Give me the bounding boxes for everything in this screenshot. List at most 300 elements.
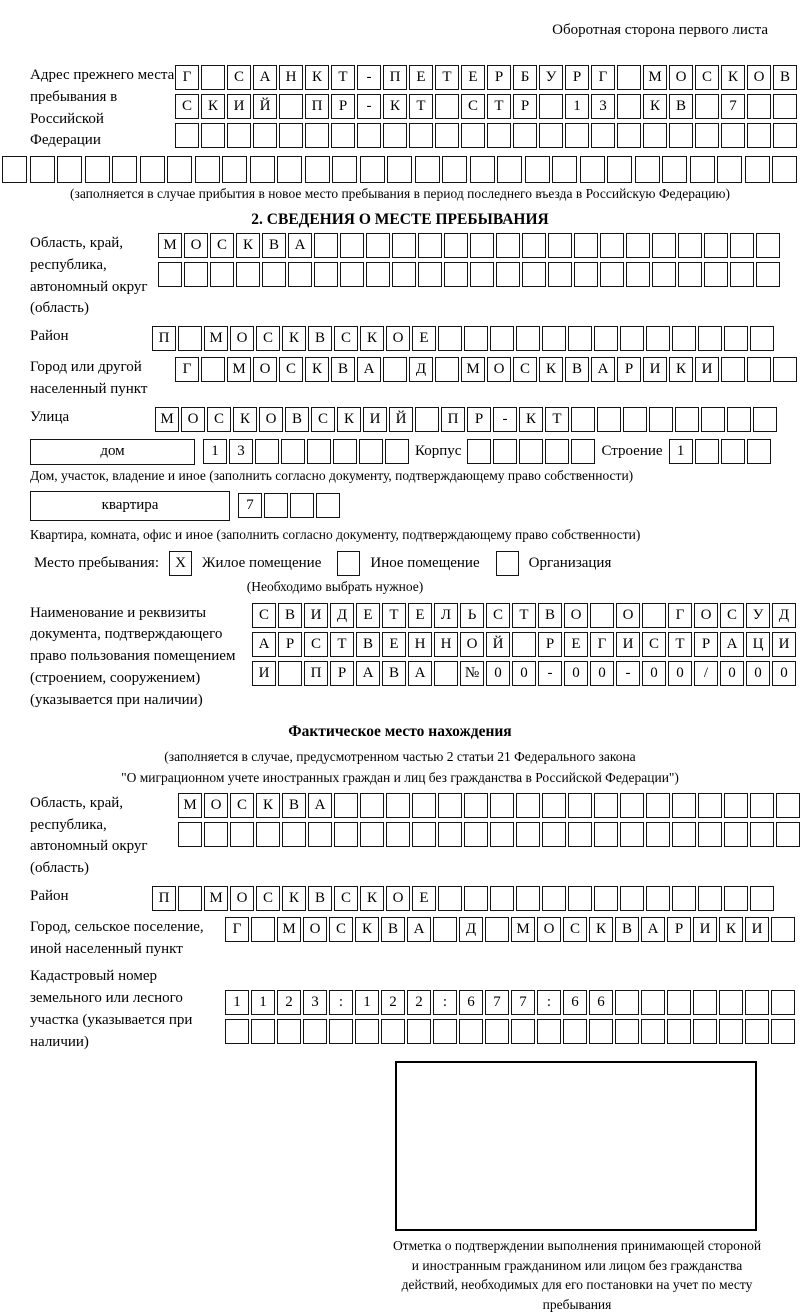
char-cell[interactable]: [444, 262, 468, 287]
char-cell[interactable]: К: [201, 94, 225, 119]
char-cell[interactable]: С: [304, 632, 328, 657]
char-cell[interactable]: [333, 439, 357, 464]
char-cell[interactable]: О: [537, 917, 561, 942]
char-cell[interactable]: [278, 661, 302, 686]
char-cell[interactable]: О: [259, 407, 283, 432]
char-cell[interactable]: Н: [408, 632, 432, 657]
char-cell[interactable]: [385, 439, 409, 464]
char-cell[interactable]: [386, 793, 410, 818]
char-cell[interactable]: [600, 262, 624, 287]
char-cell[interactable]: 2: [381, 990, 405, 1015]
char-cell[interactable]: [175, 123, 199, 148]
char-cell[interactable]: М: [155, 407, 179, 432]
char-cell[interactable]: Е: [564, 632, 588, 657]
char-cell[interactable]: [690, 156, 715, 183]
char-cell[interactable]: [204, 822, 228, 847]
char-cell[interactable]: [698, 793, 722, 818]
char-cell[interactable]: [412, 793, 436, 818]
char-cell[interactable]: Ь: [460, 603, 484, 628]
char-cell[interactable]: 1: [225, 990, 249, 1015]
char-cell[interactable]: [522, 233, 546, 258]
char-cell[interactable]: [329, 1019, 353, 1044]
char-cell[interactable]: К: [355, 917, 379, 942]
char-cell[interactable]: [444, 233, 468, 258]
char-cell[interactable]: [305, 156, 330, 183]
char-cell[interactable]: [669, 123, 693, 148]
char-cell[interactable]: М: [204, 326, 228, 351]
char-cell[interactable]: П: [152, 326, 176, 351]
char-cell[interactable]: [646, 886, 670, 911]
char-cell[interactable]: [334, 822, 358, 847]
char-cell[interactable]: -: [538, 661, 562, 686]
char-cell[interactable]: [497, 156, 522, 183]
char-cell[interactable]: С: [461, 94, 485, 119]
char-cell[interactable]: К: [282, 886, 306, 911]
char-cell[interactable]: В: [308, 886, 332, 911]
char-cell[interactable]: [464, 822, 488, 847]
zhiloe-checkbox[interactable]: X: [169, 551, 192, 576]
char-cell[interactable]: №: [460, 661, 484, 686]
char-cell[interactable]: 1: [565, 94, 589, 119]
char-cell[interactable]: А: [308, 793, 332, 818]
char-cell[interactable]: [548, 233, 572, 258]
char-cell[interactable]: [537, 1019, 561, 1044]
char-cell[interactable]: [745, 990, 769, 1015]
char-cell[interactable]: [442, 156, 467, 183]
char-cell[interactable]: [392, 233, 416, 258]
char-cell[interactable]: -: [357, 94, 381, 119]
dom-type-box[interactable]: дом: [30, 439, 195, 465]
char-cell[interactable]: [334, 793, 358, 818]
char-cell[interactable]: О: [669, 65, 693, 90]
char-cell[interactable]: [461, 123, 485, 148]
char-cell[interactable]: [662, 156, 687, 183]
char-cell[interactable]: 0: [772, 661, 796, 686]
char-cell[interactable]: [253, 123, 277, 148]
char-cell[interactable]: В: [773, 65, 797, 90]
char-cell[interactable]: [750, 886, 774, 911]
char-cell[interactable]: [724, 886, 748, 911]
char-cell[interactable]: [750, 793, 774, 818]
char-cell[interactable]: [314, 262, 338, 287]
char-cell[interactable]: С: [279, 357, 303, 382]
char-cell[interactable]: [438, 822, 462, 847]
char-cell[interactable]: А: [407, 917, 431, 942]
char-cell[interactable]: [646, 793, 670, 818]
char-cell[interactable]: С: [334, 326, 358, 351]
char-cell[interactable]: [701, 407, 725, 432]
char-cell[interactable]: [698, 822, 722, 847]
char-cell[interactable]: П: [304, 661, 328, 686]
char-cell[interactable]: 0: [746, 661, 770, 686]
char-cell[interactable]: К: [360, 886, 384, 911]
char-cell[interactable]: [615, 990, 639, 1015]
char-cell[interactable]: [620, 793, 644, 818]
char-cell[interactable]: [552, 156, 577, 183]
char-cell[interactable]: [415, 407, 439, 432]
char-cell[interactable]: [314, 233, 338, 258]
char-cell[interactable]: Т: [668, 632, 692, 657]
char-cell[interactable]: [643, 123, 667, 148]
char-cell[interactable]: А: [253, 65, 277, 90]
char-cell[interactable]: Р: [331, 94, 355, 119]
char-cell[interactable]: [753, 407, 777, 432]
char-cell[interactable]: [383, 123, 407, 148]
char-cell[interactable]: [227, 123, 251, 148]
char-cell[interactable]: [511, 1019, 535, 1044]
char-cell[interactable]: [112, 156, 137, 183]
char-cell[interactable]: В: [282, 793, 306, 818]
char-cell[interactable]: К: [643, 94, 667, 119]
char-cell[interactable]: 7: [485, 990, 509, 1015]
char-cell[interactable]: А: [591, 357, 615, 382]
char-cell[interactable]: [512, 632, 536, 657]
char-cell[interactable]: [652, 262, 676, 287]
char-cell[interactable]: [756, 262, 780, 287]
char-cell[interactable]: Р: [667, 917, 691, 942]
organizatsiya-checkbox[interactable]: [496, 551, 519, 576]
char-cell[interactable]: Е: [409, 65, 433, 90]
char-cell[interactable]: [359, 439, 383, 464]
char-cell[interactable]: [724, 822, 748, 847]
char-cell[interactable]: [773, 94, 797, 119]
char-cell[interactable]: 0: [668, 661, 692, 686]
char-cell[interactable]: К: [233, 407, 257, 432]
char-cell[interactable]: [667, 1019, 691, 1044]
char-cell[interactable]: [615, 1019, 639, 1044]
char-cell[interactable]: :: [329, 990, 353, 1015]
char-cell[interactable]: 7: [721, 94, 745, 119]
char-cell[interactable]: У: [539, 65, 563, 90]
char-cell[interactable]: [225, 1019, 249, 1044]
char-cell[interactable]: 7: [511, 990, 535, 1015]
char-cell[interactable]: [360, 793, 384, 818]
char-cell[interactable]: :: [537, 990, 561, 1015]
char-cell[interactable]: [308, 822, 332, 847]
char-cell[interactable]: Г: [590, 632, 614, 657]
char-cell[interactable]: И: [363, 407, 387, 432]
char-cell[interactable]: [178, 822, 202, 847]
char-cell[interactable]: О: [386, 886, 410, 911]
char-cell[interactable]: [331, 123, 355, 148]
char-cell[interactable]: Г: [668, 603, 692, 628]
char-cell[interactable]: В: [669, 94, 693, 119]
char-cell[interactable]: [195, 156, 220, 183]
char-cell[interactable]: С: [210, 233, 234, 258]
char-cell[interactable]: [667, 990, 691, 1015]
char-cell[interactable]: [496, 262, 520, 287]
char-cell[interactable]: [467, 439, 491, 464]
char-cell[interactable]: [563, 1019, 587, 1044]
char-cell[interactable]: [568, 822, 592, 847]
char-cell[interactable]: П: [383, 65, 407, 90]
char-cell[interactable]: [695, 123, 719, 148]
char-cell[interactable]: Т: [331, 65, 355, 90]
char-cell[interactable]: Р: [617, 357, 641, 382]
char-cell[interactable]: [545, 439, 569, 464]
char-cell[interactable]: Т: [409, 94, 433, 119]
char-cell[interactable]: К: [305, 357, 329, 382]
char-cell[interactable]: [704, 233, 728, 258]
char-cell[interactable]: [773, 357, 797, 382]
char-cell[interactable]: В: [278, 603, 302, 628]
char-cell[interactable]: [415, 156, 440, 183]
char-cell[interactable]: [519, 439, 543, 464]
char-cell[interactable]: Г: [175, 357, 199, 382]
char-cell[interactable]: [303, 1019, 327, 1044]
char-cell[interactable]: Г: [175, 65, 199, 90]
char-cell[interactable]: [542, 793, 566, 818]
char-cell[interactable]: О: [564, 603, 588, 628]
char-cell[interactable]: [438, 326, 462, 351]
char-cell[interactable]: [355, 1019, 379, 1044]
char-cell[interactable]: [747, 123, 771, 148]
char-cell[interactable]: [693, 1019, 717, 1044]
char-cell[interactable]: [771, 990, 795, 1015]
char-cell[interactable]: [574, 233, 598, 258]
char-cell[interactable]: А: [356, 661, 380, 686]
char-cell[interactable]: [516, 793, 540, 818]
char-cell[interactable]: [747, 94, 771, 119]
char-cell[interactable]: [693, 990, 717, 1015]
char-cell[interactable]: 6: [459, 990, 483, 1015]
char-cell[interactable]: [772, 156, 797, 183]
char-cell[interactable]: [607, 156, 632, 183]
char-cell[interactable]: [641, 990, 665, 1015]
char-cell[interactable]: 0: [720, 661, 744, 686]
char-cell[interactable]: [652, 233, 676, 258]
char-cell[interactable]: [695, 439, 719, 464]
char-cell[interactable]: [594, 793, 618, 818]
char-cell[interactable]: [539, 123, 563, 148]
char-cell[interactable]: 6: [589, 990, 613, 1015]
char-cell[interactable]: И: [693, 917, 717, 942]
char-cell[interactable]: Т: [382, 603, 406, 628]
char-cell[interactable]: М: [461, 357, 485, 382]
char-cell[interactable]: [730, 262, 754, 287]
char-cell[interactable]: [750, 822, 774, 847]
char-cell[interactable]: Е: [356, 603, 380, 628]
char-cell[interactable]: Н: [279, 65, 303, 90]
char-cell[interactable]: [2, 156, 27, 183]
char-cell[interactable]: [600, 233, 624, 258]
char-cell[interactable]: 0: [642, 661, 666, 686]
char-cell[interactable]: О: [616, 603, 640, 628]
char-cell[interactable]: [776, 822, 800, 847]
char-cell[interactable]: О: [303, 917, 327, 942]
char-cell[interactable]: [617, 65, 641, 90]
char-cell[interactable]: [565, 123, 589, 148]
char-cell[interactable]: С: [230, 793, 254, 818]
char-cell[interactable]: С: [642, 632, 666, 657]
char-cell[interactable]: [568, 793, 592, 818]
char-cell[interactable]: И: [772, 632, 796, 657]
char-cell[interactable]: [470, 156, 495, 183]
char-cell[interactable]: М: [511, 917, 535, 942]
char-cell[interactable]: [496, 233, 520, 258]
char-cell[interactable]: Р: [513, 94, 537, 119]
char-cell[interactable]: Р: [538, 632, 562, 657]
char-cell[interactable]: Й: [389, 407, 413, 432]
char-cell[interactable]: Ц: [746, 632, 770, 657]
char-cell[interactable]: [620, 822, 644, 847]
char-cell[interactable]: [490, 886, 514, 911]
char-cell[interactable]: [594, 326, 618, 351]
char-cell[interactable]: [340, 262, 364, 287]
char-cell[interactable]: Д: [459, 917, 483, 942]
char-cell[interactable]: С: [175, 94, 199, 119]
char-cell[interactable]: [719, 1019, 743, 1044]
char-cell[interactable]: [435, 94, 459, 119]
char-cell[interactable]: [262, 262, 286, 287]
char-cell[interactable]: [617, 94, 641, 119]
char-cell[interactable]: Е: [412, 886, 436, 911]
char-cell[interactable]: О: [181, 407, 205, 432]
char-cell[interactable]: М: [643, 65, 667, 90]
char-cell[interactable]: [771, 917, 795, 942]
char-cell[interactable]: [635, 156, 660, 183]
char-cell[interactable]: [675, 407, 699, 432]
char-cell[interactable]: А: [641, 917, 665, 942]
char-cell[interactable]: [642, 603, 666, 628]
char-cell[interactable]: [256, 822, 280, 847]
char-cell[interactable]: Т: [487, 94, 511, 119]
char-cell[interactable]: Е: [412, 326, 436, 351]
char-cell[interactable]: П: [441, 407, 465, 432]
char-cell[interactable]: [288, 262, 312, 287]
char-cell[interactable]: С: [563, 917, 587, 942]
char-cell[interactable]: Р: [565, 65, 589, 90]
char-cell[interactable]: 0: [486, 661, 510, 686]
char-cell[interactable]: [678, 262, 702, 287]
char-cell[interactable]: [418, 262, 442, 287]
char-cell[interactable]: [360, 822, 384, 847]
char-cell[interactable]: [387, 156, 412, 183]
char-cell[interactable]: [590, 603, 614, 628]
char-cell[interactable]: [594, 822, 618, 847]
char-cell[interactable]: [381, 1019, 405, 1044]
char-cell[interactable]: М: [204, 886, 228, 911]
char-cell[interactable]: А: [252, 632, 276, 657]
char-cell[interactable]: [626, 262, 650, 287]
char-cell[interactable]: М: [178, 793, 202, 818]
char-cell[interactable]: [678, 233, 702, 258]
char-cell[interactable]: С: [227, 65, 251, 90]
char-cell[interactable]: К: [236, 233, 260, 258]
char-cell[interactable]: Л: [434, 603, 458, 628]
char-cell[interactable]: -: [493, 407, 517, 432]
char-cell[interactable]: :: [433, 990, 457, 1015]
char-cell[interactable]: М: [227, 357, 251, 382]
char-cell[interactable]: К: [589, 917, 613, 942]
char-cell[interactable]: 0: [512, 661, 536, 686]
char-cell[interactable]: 3: [303, 990, 327, 1015]
char-cell[interactable]: К: [539, 357, 563, 382]
char-cell[interactable]: О: [460, 632, 484, 657]
char-cell[interactable]: [493, 439, 517, 464]
char-cell[interactable]: Р: [694, 632, 718, 657]
char-cell[interactable]: [490, 326, 514, 351]
char-cell[interactable]: /: [694, 661, 718, 686]
char-cell[interactable]: [542, 326, 566, 351]
char-cell[interactable]: С: [252, 603, 276, 628]
char-cell[interactable]: [490, 822, 514, 847]
char-cell[interactable]: К: [519, 407, 543, 432]
char-cell[interactable]: [580, 156, 605, 183]
char-cell[interactable]: Г: [225, 917, 249, 942]
char-cell[interactable]: В: [331, 357, 355, 382]
char-cell[interactable]: [332, 156, 357, 183]
char-cell[interactable]: [392, 262, 416, 287]
char-cell[interactable]: [597, 407, 621, 432]
char-cell[interactable]: К: [305, 65, 329, 90]
char-cell[interactable]: [721, 123, 745, 148]
char-cell[interactable]: [485, 1019, 509, 1044]
char-cell[interactable]: 0: [564, 661, 588, 686]
char-cell[interactable]: 1: [669, 439, 693, 464]
char-cell[interactable]: О: [694, 603, 718, 628]
char-cell[interactable]: М: [277, 917, 301, 942]
char-cell[interactable]: [438, 793, 462, 818]
char-cell[interactable]: В: [285, 407, 309, 432]
char-cell[interactable]: С: [256, 326, 280, 351]
char-cell[interactable]: Д: [772, 603, 796, 628]
char-cell[interactable]: О: [386, 326, 410, 351]
char-cell[interactable]: К: [669, 357, 693, 382]
char-cell[interactable]: [433, 1019, 457, 1044]
char-cell[interactable]: К: [360, 326, 384, 351]
char-cell[interactable]: А: [720, 632, 744, 657]
char-cell[interactable]: [360, 156, 385, 183]
char-cell[interactable]: И: [616, 632, 640, 657]
char-cell[interactable]: [522, 262, 546, 287]
char-cell[interactable]: В: [382, 661, 406, 686]
char-cell[interactable]: [279, 94, 303, 119]
char-cell[interactable]: В: [381, 917, 405, 942]
char-cell[interactable]: В: [308, 326, 332, 351]
char-cell[interactable]: [542, 822, 566, 847]
char-cell[interactable]: С: [311, 407, 335, 432]
char-cell[interactable]: [407, 1019, 431, 1044]
char-cell[interactable]: М: [158, 233, 182, 258]
char-cell[interactable]: [571, 439, 595, 464]
char-cell[interactable]: [409, 123, 433, 148]
char-cell[interactable]: Т: [330, 632, 354, 657]
char-cell[interactable]: 3: [591, 94, 615, 119]
char-cell[interactable]: 2: [407, 990, 431, 1015]
char-cell[interactable]: [178, 326, 202, 351]
char-cell[interactable]: Н: [434, 632, 458, 657]
char-cell[interactable]: [412, 822, 436, 847]
char-cell[interactable]: [158, 262, 182, 287]
char-cell[interactable]: [281, 439, 305, 464]
char-cell[interactable]: [305, 123, 329, 148]
char-cell[interactable]: О: [230, 886, 254, 911]
char-cell[interactable]: [470, 233, 494, 258]
char-cell[interactable]: Й: [486, 632, 510, 657]
char-cell[interactable]: 1: [355, 990, 379, 1015]
char-cell[interactable]: [201, 65, 225, 90]
char-cell[interactable]: [771, 1019, 795, 1044]
char-cell[interactable]: [773, 123, 797, 148]
char-cell[interactable]: Р: [330, 661, 354, 686]
char-cell[interactable]: [290, 493, 314, 518]
char-cell[interactable]: [167, 156, 192, 183]
char-cell[interactable]: Р: [487, 65, 511, 90]
char-cell[interactable]: [672, 822, 696, 847]
char-cell[interactable]: А: [288, 233, 312, 258]
char-cell[interactable]: К: [383, 94, 407, 119]
